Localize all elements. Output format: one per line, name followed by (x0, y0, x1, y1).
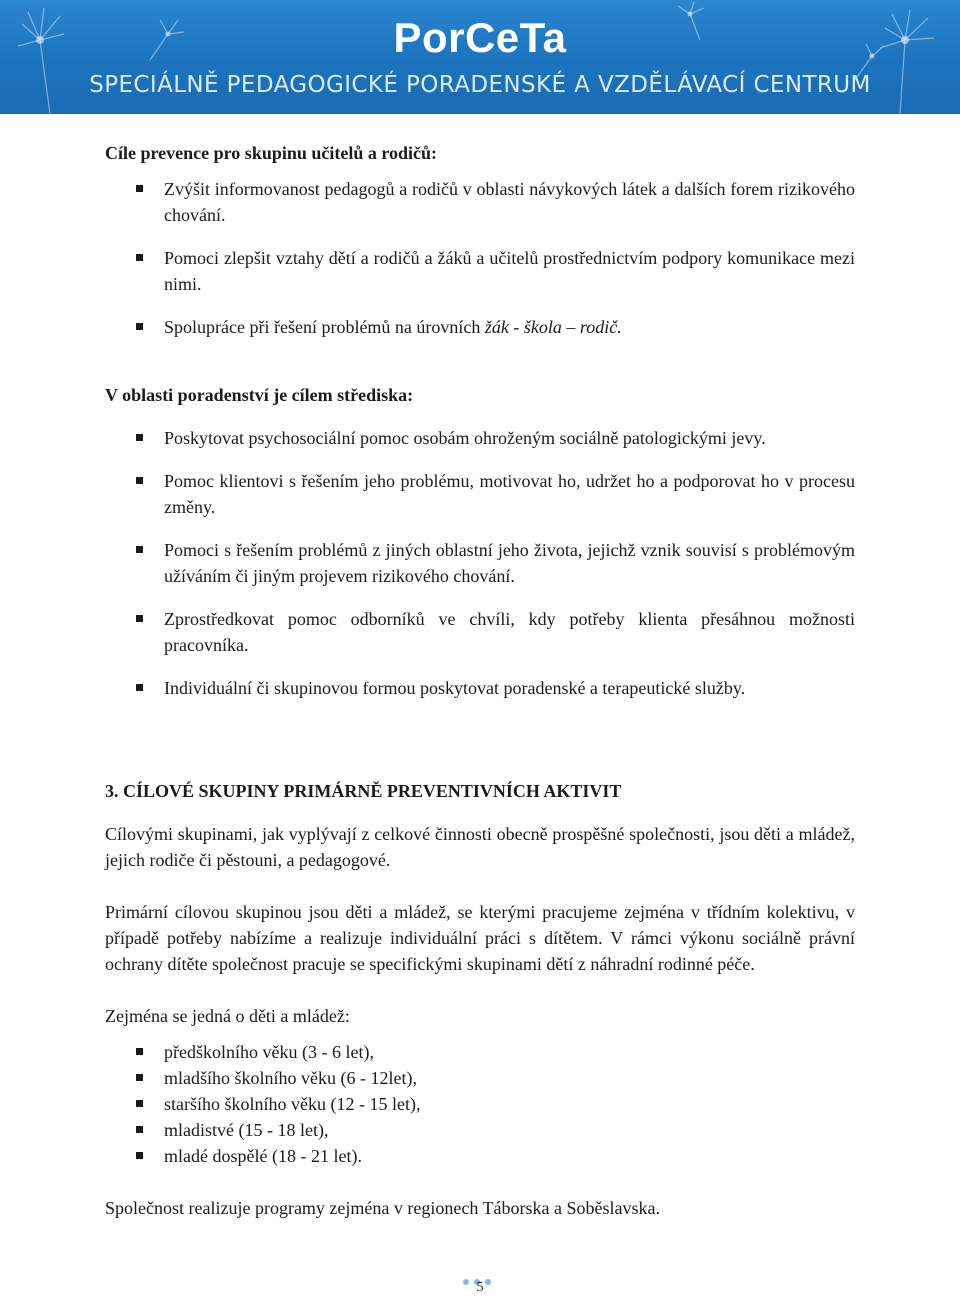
list-item: mladistvé (15 - 18 let), (105, 1117, 855, 1143)
list-item: mladšího školního věku (6 - 12let), (105, 1065, 855, 1091)
counseling-heading: V oblasti poradenství je cílem střediska: (105, 385, 414, 405)
list-item: Pomoc klientovi s řešením jeho problému, motivovat ho, udržet ho a podporovat ho v procesu změny. (105, 468, 855, 520)
age-group-list (105, 1039, 855, 1169)
bullet-square-icon (136, 434, 143, 441)
list-item: Zprostředkovat pomoc odborníků ve chvíli, kdy potřeby klienta přesáhnou možnosti pracovníka. (105, 606, 855, 658)
list-item: mladé dospělé (18 - 21 let). (105, 1143, 855, 1169)
bullet-square-icon (136, 684, 143, 691)
bullet-square-icon (136, 1074, 143, 1081)
counseling-list (105, 425, 855, 701)
list-item: Pomoci zlepšit vztahy dětí a rodičů a žáků a učitelů prostřednictvím podpory komunikace mezi nimi. (105, 245, 855, 297)
bullet-square-icon (136, 1048, 143, 1055)
bullet-square-icon (136, 546, 143, 553)
bullet-square-icon (136, 323, 143, 330)
paragraph-age-intro: Zejména se jedná o děti a mládež: (105, 1006, 350, 1026)
org-subtitle: SPECIÁLNĚ PEDAGOGICKÉ PORADENSKÉ A VZDĚLÁVACÍ CENTRUM (89, 72, 871, 98)
paragraph-target-groups: Cílovými skupinami, jak vyplývají z celkové činnosti obecně prospěšné společnosti, jsou děti a mládež, jejich rodiče či pěstouni, a pedagogové. (105, 824, 855, 870)
list-item: Spolupráce při řešení problémů na úrovních žák - škola – rodič. (105, 314, 855, 340)
goals-list (105, 176, 855, 340)
goals-heading: Cíle prevence pro skupinu učitelů a rodičů: (105, 143, 438, 163)
bullet-square-icon (136, 1152, 143, 1159)
list-item: staršího školního věku (12 - 15 let), (105, 1091, 855, 1117)
list-item: Poskytovat psychosociální pomoc osobám ohroženým sociálně patologickými jevy. (105, 425, 855, 451)
paragraph-regions: Společnost realizuje programy zejména v regionech Táborska a Soběslavska. (105, 1198, 660, 1218)
list-item: předškolního věku (3 - 6 let), (105, 1039, 855, 1065)
paragraph-primary-group: Primární cílovou skupinou jsou děti a mládež, se kterými pracujeme zejména v třídním kolektivu, v případě potřeby nabízíme a realizuje individuální práci s dítětem. V rámci výkonu sociálně právní ochrany dítěte společnost pracuje se specifickými skupinami dětí z náhradní rodinné péče. (105, 902, 855, 974)
bullet-square-icon (136, 185, 143, 192)
bullet-square-icon (136, 1126, 143, 1133)
bullet-square-icon (136, 615, 143, 622)
page-number: 5 (476, 1280, 484, 1295)
org-logo-title: PorCeTa (393, 14, 567, 61)
bullet-square-icon (136, 477, 143, 484)
list-item: Pomoci s řešením problémů z jiných oblastní jeho života, jejichž vznik souvisí s problémovým užíváním či jiným projevem rizikového chování. (105, 537, 855, 589)
section-title: 3. CÍLOVÉ SKUPINY PRIMÁRNĚ PREVENTIVNÍCH AKTIVIT (105, 781, 622, 801)
bullet-square-icon (136, 254, 143, 261)
document-body (105, 140, 855, 1221)
list-item: Individuální či skupinovou formou poskytovat poradenské a terapeutické služby. (105, 675, 855, 701)
header-banner (0, 0, 960, 114)
list-item: Zvýšit informovanost pedagogů a rodičů v oblasti návykových látek a dalších forem rizikového chování. (105, 176, 855, 228)
bullet-square-icon (136, 1100, 143, 1107)
